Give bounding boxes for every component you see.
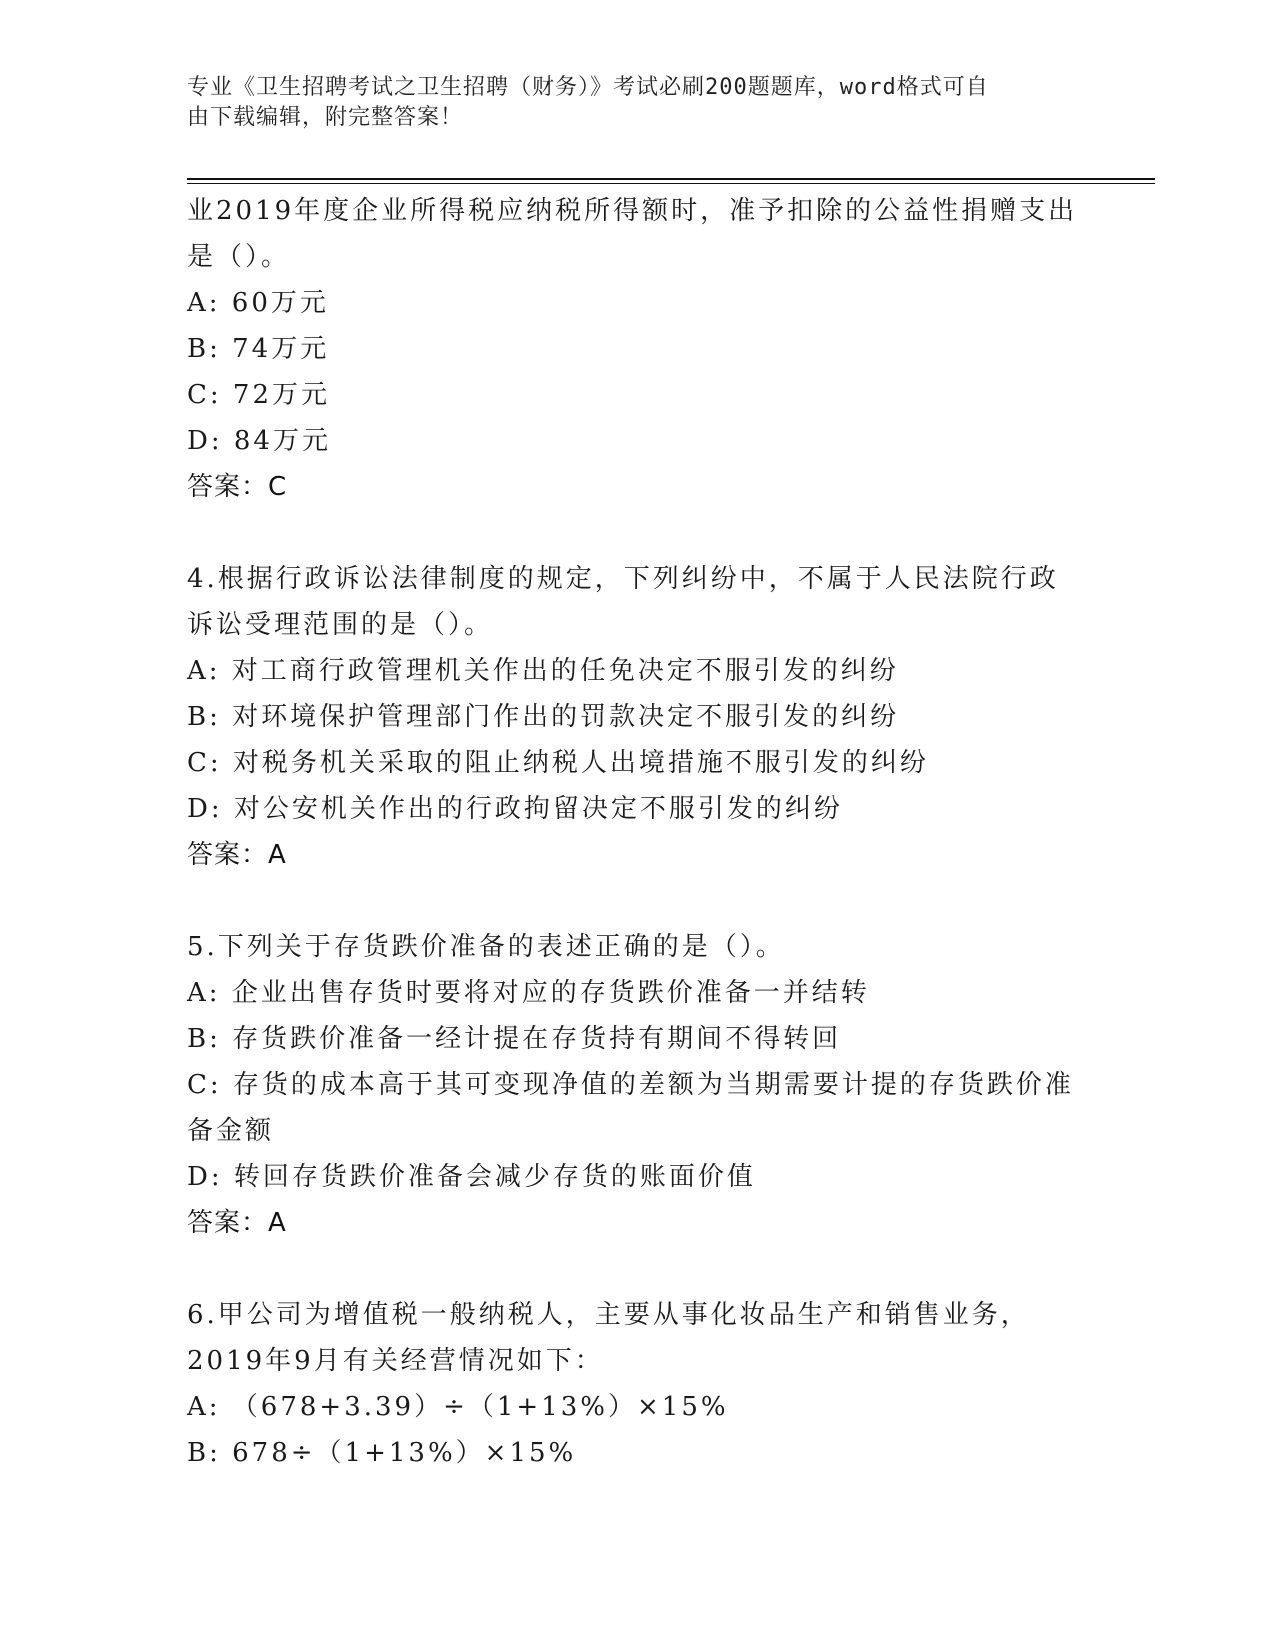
option-d: D: 对公安机关作出的行政拘留决定不服引发的纠纷 (187, 794, 843, 824)
option-b: B: 678÷（1+13%）×15% (187, 1438, 577, 1468)
spacer (187, 1246, 1087, 1292)
question-stem: 是（）。 (187, 242, 291, 272)
option-b: B: 对环境保护管理部门作出的罚款决定不服引发的纠纷 (187, 702, 900, 732)
document-body (187, 188, 1087, 1476)
spacer (187, 510, 1087, 556)
question-3 (187, 188, 1087, 510)
option-d: D: 转回存货跌价准备会减少存货的账面价值 (187, 1162, 756, 1192)
answer: 答案：A (187, 840, 287, 870)
option-a: A: 企业出售存货时要将对应的存货跌价准备一并结转 (187, 978, 870, 1008)
option-b: B: 74万元 (187, 334, 330, 364)
question-5 (187, 924, 1087, 1246)
header-divider-thin (187, 183, 1155, 184)
option-a: A: （678+3.39）÷（1+13%）×15% (187, 1392, 729, 1422)
option-d: D: 84万元 (187, 426, 331, 456)
question-stem: 5.下列关于存货跌价准备的表述正确的是（）。 (187, 932, 785, 962)
spacer (187, 878, 1087, 924)
header-line-1: 专业《卫生招聘考试之卫生招聘（财务）》考试必刷200题题库，word格式可自 (187, 75, 989, 100)
question-4 (187, 556, 1087, 878)
option-c-continued: 备金额 (187, 1116, 275, 1146)
option-a: A: 60万元 (187, 288, 329, 318)
answer: 答案：A (187, 1208, 287, 1238)
question-stem: 业2019年度企业所得税应纳税所得额时，准予扣除的公益性捐赠支出 (187, 196, 1078, 226)
option-b: B: 存货跌价准备一经计提在存货持有期间不得转回 (187, 1024, 842, 1054)
header-divider-thick (187, 178, 1155, 180)
header-line-2: 由下载编辑，附完整答案！ (187, 105, 464, 130)
document-header (187, 73, 1067, 133)
question-stem: 4.根据行政诉讼法律制度的规定，下列纠纷中，不属于人民法院行政 (187, 564, 1059, 594)
question-stem: 6.甲公司为增值税一般纳税人，主要从事化妆品生产和销售业务， (187, 1300, 1030, 1330)
option-c: C: 存货的成本高于其可变现净值的差额为当期需要计提的存货跌价准 (187, 1070, 1074, 1100)
question-stem: 诉讼受理范围的是（）。 (187, 610, 494, 640)
question-6 (187, 1292, 1087, 1476)
option-c: C: 对税务机关采取的阻止纳税人出境措施不服引发的纠纷 (187, 748, 929, 778)
option-c: C: 72万元 (187, 380, 331, 410)
answer: 答案：C (187, 472, 288, 502)
question-stem: 2019年9月有关经营情况如下： (187, 1346, 604, 1376)
option-a: A: 对工商行政管理机关作出的任免决定不服引发的纠纷 (187, 656, 899, 686)
